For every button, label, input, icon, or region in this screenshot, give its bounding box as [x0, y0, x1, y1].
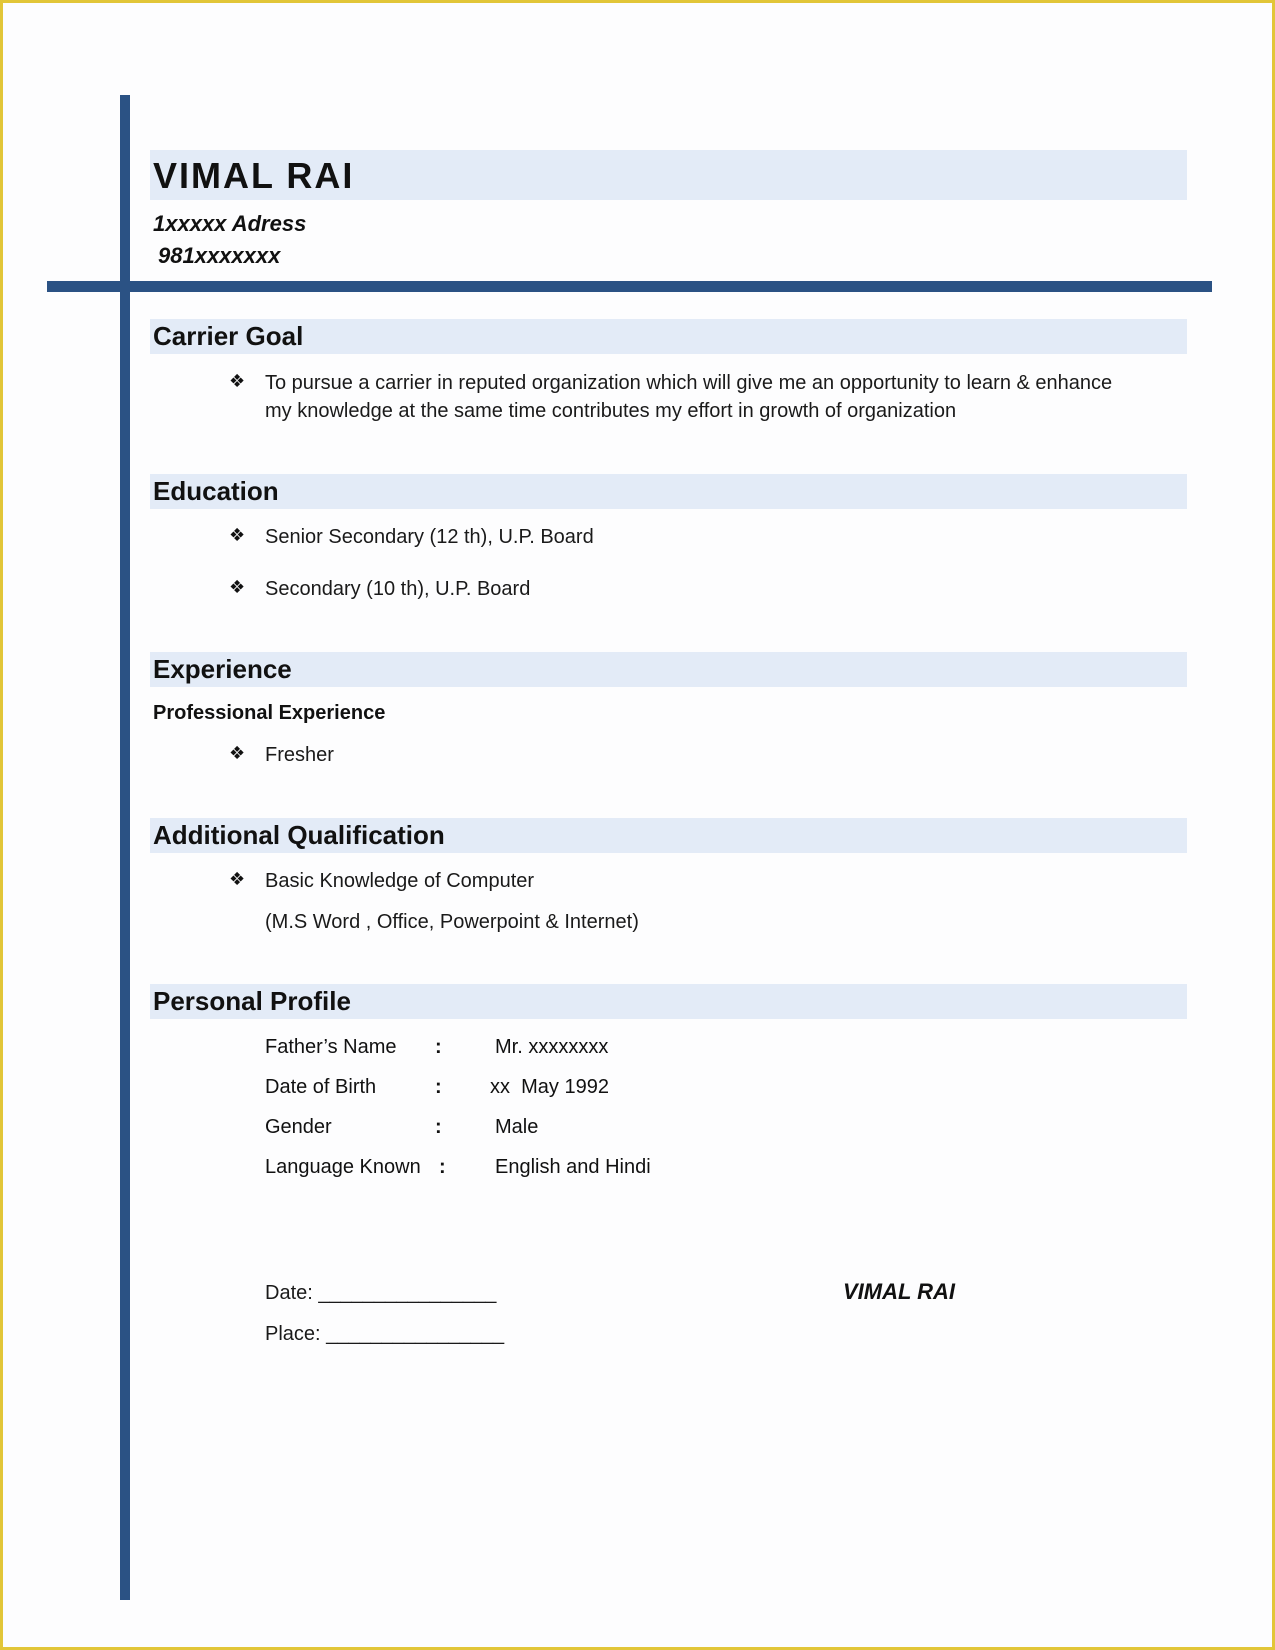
- bullet-icon: ❖: [229, 371, 246, 391]
- profile-value: xx May 1992: [490, 1076, 609, 1098]
- education-band: [150, 474, 1187, 509]
- date-line: Date: ________________: [265, 1282, 497, 1304]
- carrier-goal-title: Carrier Goal: [153, 321, 304, 351]
- profile-colon: :: [435, 1116, 442, 1138]
- education-title: Education: [153, 476, 279, 506]
- profile-label: Language Known: [265, 1156, 421, 1178]
- carrier-goal-line-1: To pursue a carrier in reputed organization which will give me an opportunity to learn & enhance: [265, 372, 1113, 394]
- profile-value: Male: [495, 1116, 539, 1138]
- profile-colon: :: [435, 1076, 442, 1098]
- candidate-name: VIMAL RAI: [153, 155, 355, 196]
- experience-band: [150, 652, 1187, 687]
- carrier-goal-line-2: my knowledge at the same time contributes my effort in growth of organization: [265, 400, 957, 422]
- bullet-icon: ❖: [229, 869, 246, 889]
- address-text: 1xxxxx Adress: [153, 211, 307, 236]
- profile-label: Gender: [265, 1116, 332, 1138]
- profile-value: English and Hindi: [495, 1156, 651, 1178]
- carrier-goal-band: [150, 319, 1187, 354]
- education-item: Secondary (10 th), U.P. Board: [265, 578, 531, 600]
- professional-experience-subtitle: Professional Experience: [153, 702, 386, 724]
- bullet-icon: ❖: [229, 525, 246, 545]
- profile-colon: :: [439, 1156, 446, 1178]
- qualification-detail: (M.S Word , Office, Powerpoint & Internet): [265, 911, 639, 933]
- profile-label: Date of Birth: [265, 1076, 377, 1098]
- profile-colon: :: [435, 1036, 442, 1058]
- horizontal-accent-bar: [47, 281, 1212, 292]
- vertical-accent-bar: [120, 95, 130, 1600]
- experience-item: Fresher: [265, 744, 334, 766]
- profile-label: Father’s Name: [265, 1036, 397, 1058]
- place-line: Place: ________________: [265, 1323, 505, 1345]
- qualification-item: Basic Knowledge of Computer: [265, 870, 535, 892]
- signature-name: VIMAL RAI: [843, 1279, 956, 1304]
- experience-title: Experience: [153, 654, 292, 684]
- additional-qualification-title: Additional Qualification: [153, 820, 445, 850]
- personal-profile-title: Personal Profile: [153, 986, 351, 1016]
- profile-value: Mr. xxxxxxxx: [495, 1036, 609, 1058]
- phone-text: 981xxxxxxx: [158, 243, 281, 268]
- education-item: Senior Secondary (12 th), U.P. Board: [265, 526, 594, 548]
- bullet-icon: ❖: [229, 743, 246, 763]
- bullet-icon: ❖: [229, 577, 246, 597]
